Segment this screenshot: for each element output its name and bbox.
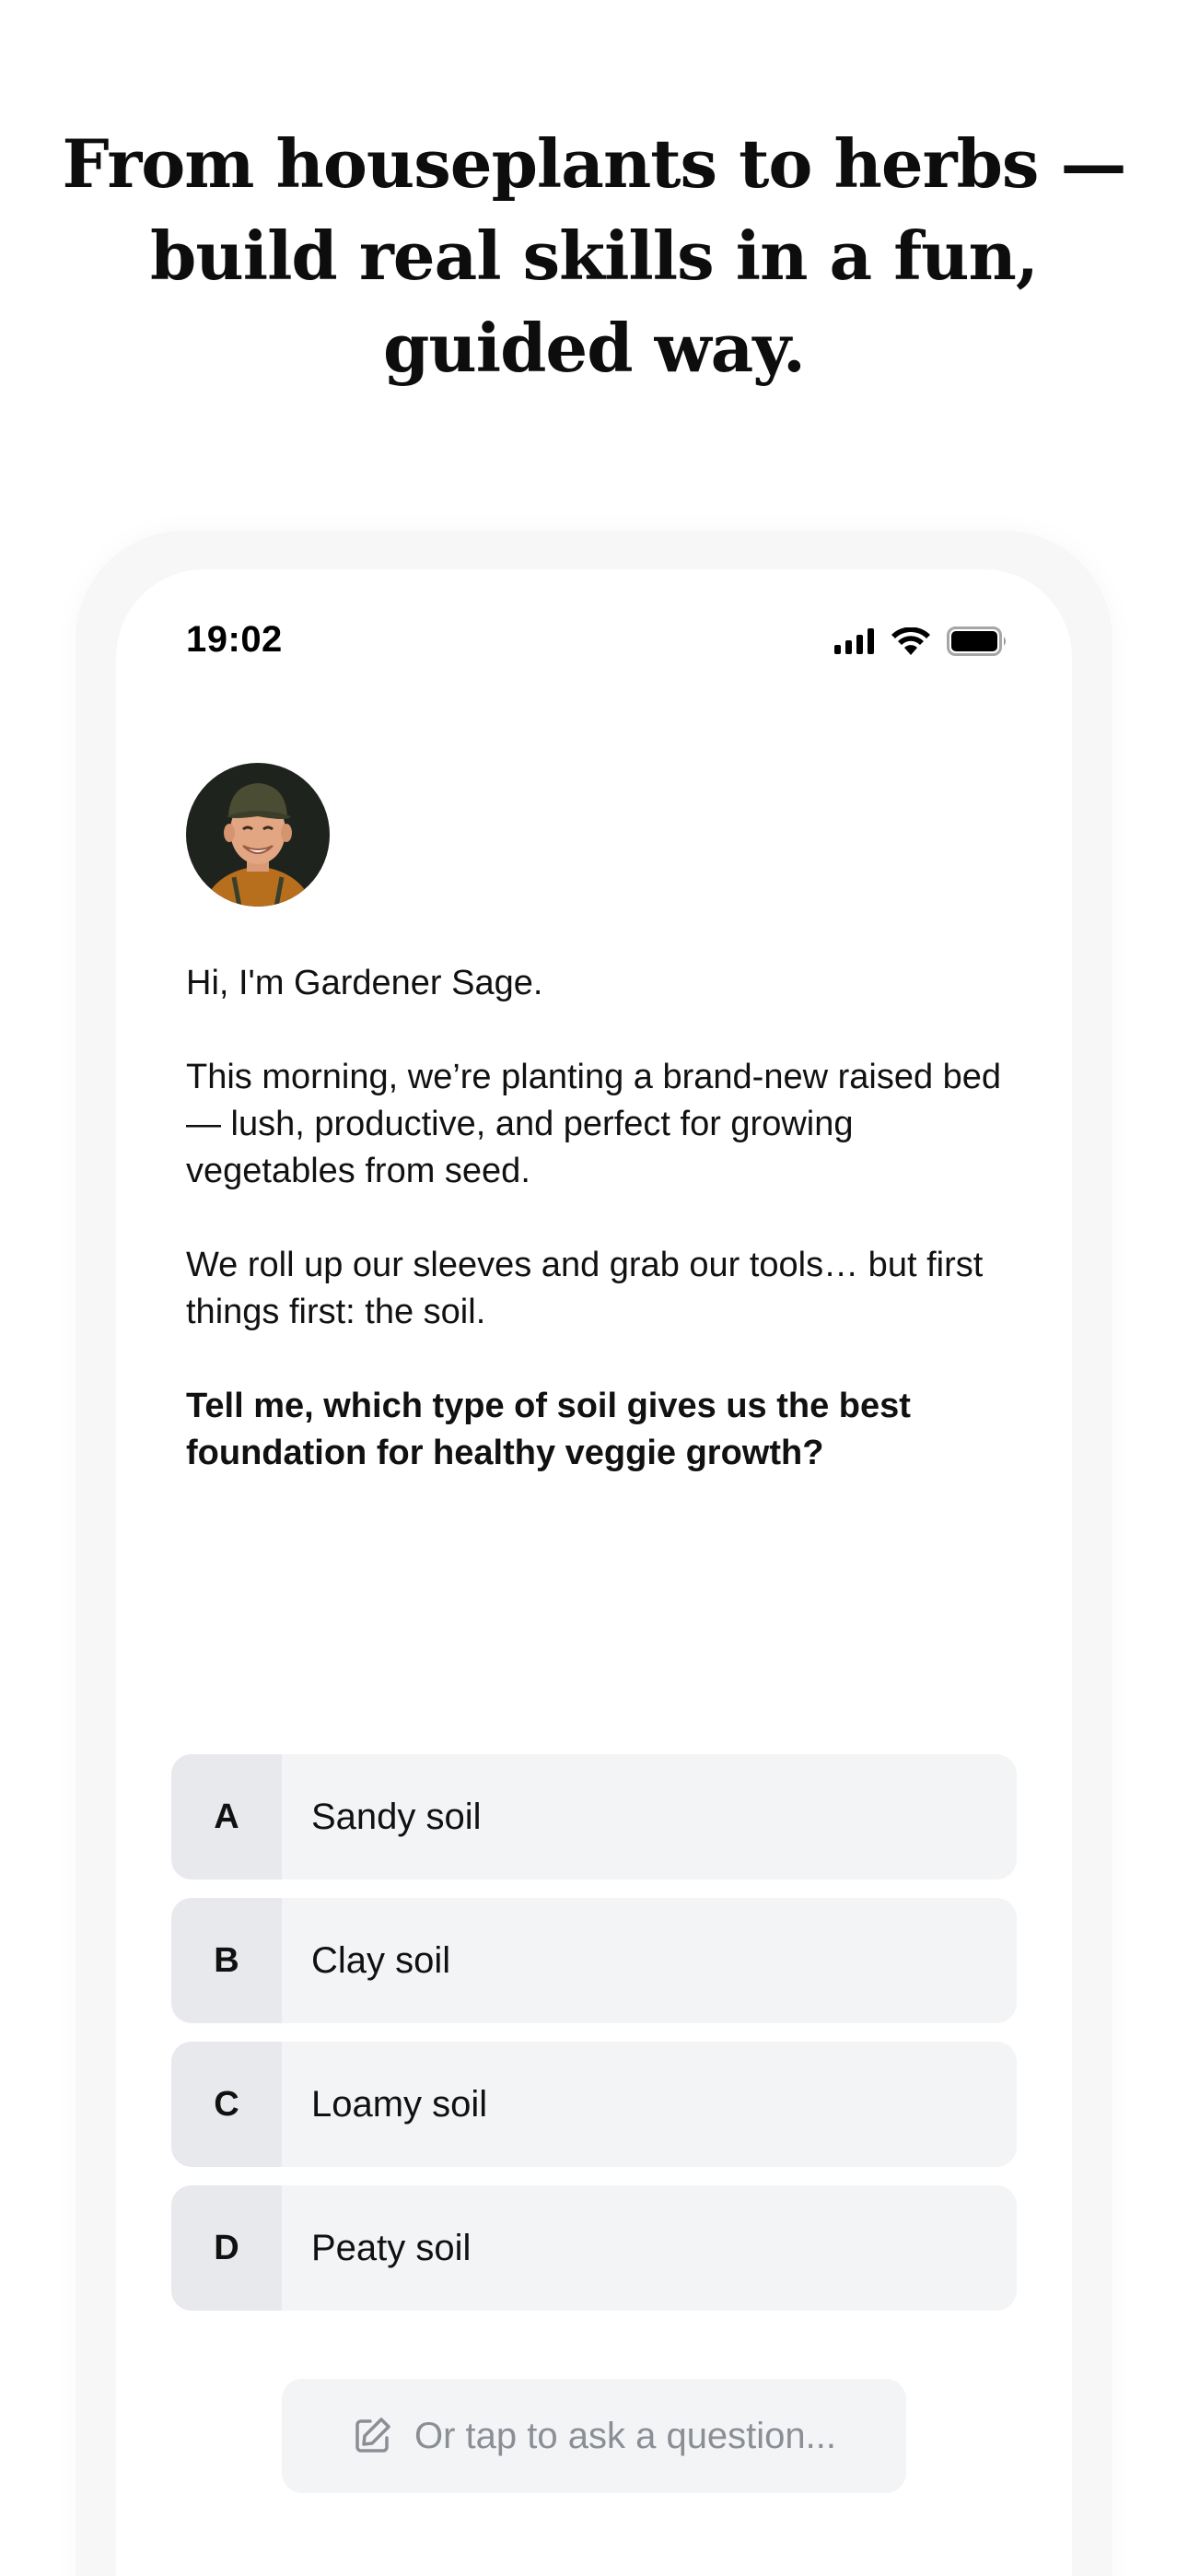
page-headline [0,118,1188,394]
question-text: Tell me, which type of soil gives us the best foundation for healthy veggie growth? [186,1387,911,1472]
battery-icon [947,626,1007,656]
headline-line-1: From houseplants to herbs — [62,124,1126,203]
message-paragraph: We roll up our sleeves and grab our tools… but first things first: the soil. [186,1246,984,1331]
status-icons [834,626,1007,656]
option-letter: B [171,1898,282,2023]
option-label: Peaty soil [311,2227,472,2268]
edit-icon [352,2416,392,2456]
option-letter: D [171,2185,282,2311]
status-time: 19:02 [186,619,283,660]
option-a-button[interactable] [171,1754,1017,1879]
option-label: Sandy soil [311,1796,482,1837]
option-b-button[interactable] [171,1898,1017,2023]
option-label: Clay soil [311,1939,451,1981]
chat-message [186,960,1015,1524]
signal-icon [834,628,875,654]
gardener-avatar [186,763,330,907]
ask-question-button[interactable] [282,2379,906,2493]
message-paragraph: This morning, we’re planting a brand-new raised bed — lush, productive, and perfect for growing vegetables from seed. [186,1058,1002,1190]
option-letter: A [171,1754,282,1879]
headline-line-2: build real skills in a fun, [150,217,1038,295]
phone-screen [116,569,1072,2576]
option-d-button[interactable] [171,2185,1017,2311]
greeting-text: Hi, I'm Gardener Sage. [186,964,543,1002]
headline-line-3: guided way. [383,309,805,387]
wifi-icon [891,627,930,655]
option-letter: C [171,2042,282,2167]
answer-options [171,1754,1017,2329]
option-c-button[interactable] [171,2042,1017,2167]
option-label: Loamy soil [311,2083,488,2125]
ask-question-label: Or tap to ask a question... [413,2415,837,2456]
